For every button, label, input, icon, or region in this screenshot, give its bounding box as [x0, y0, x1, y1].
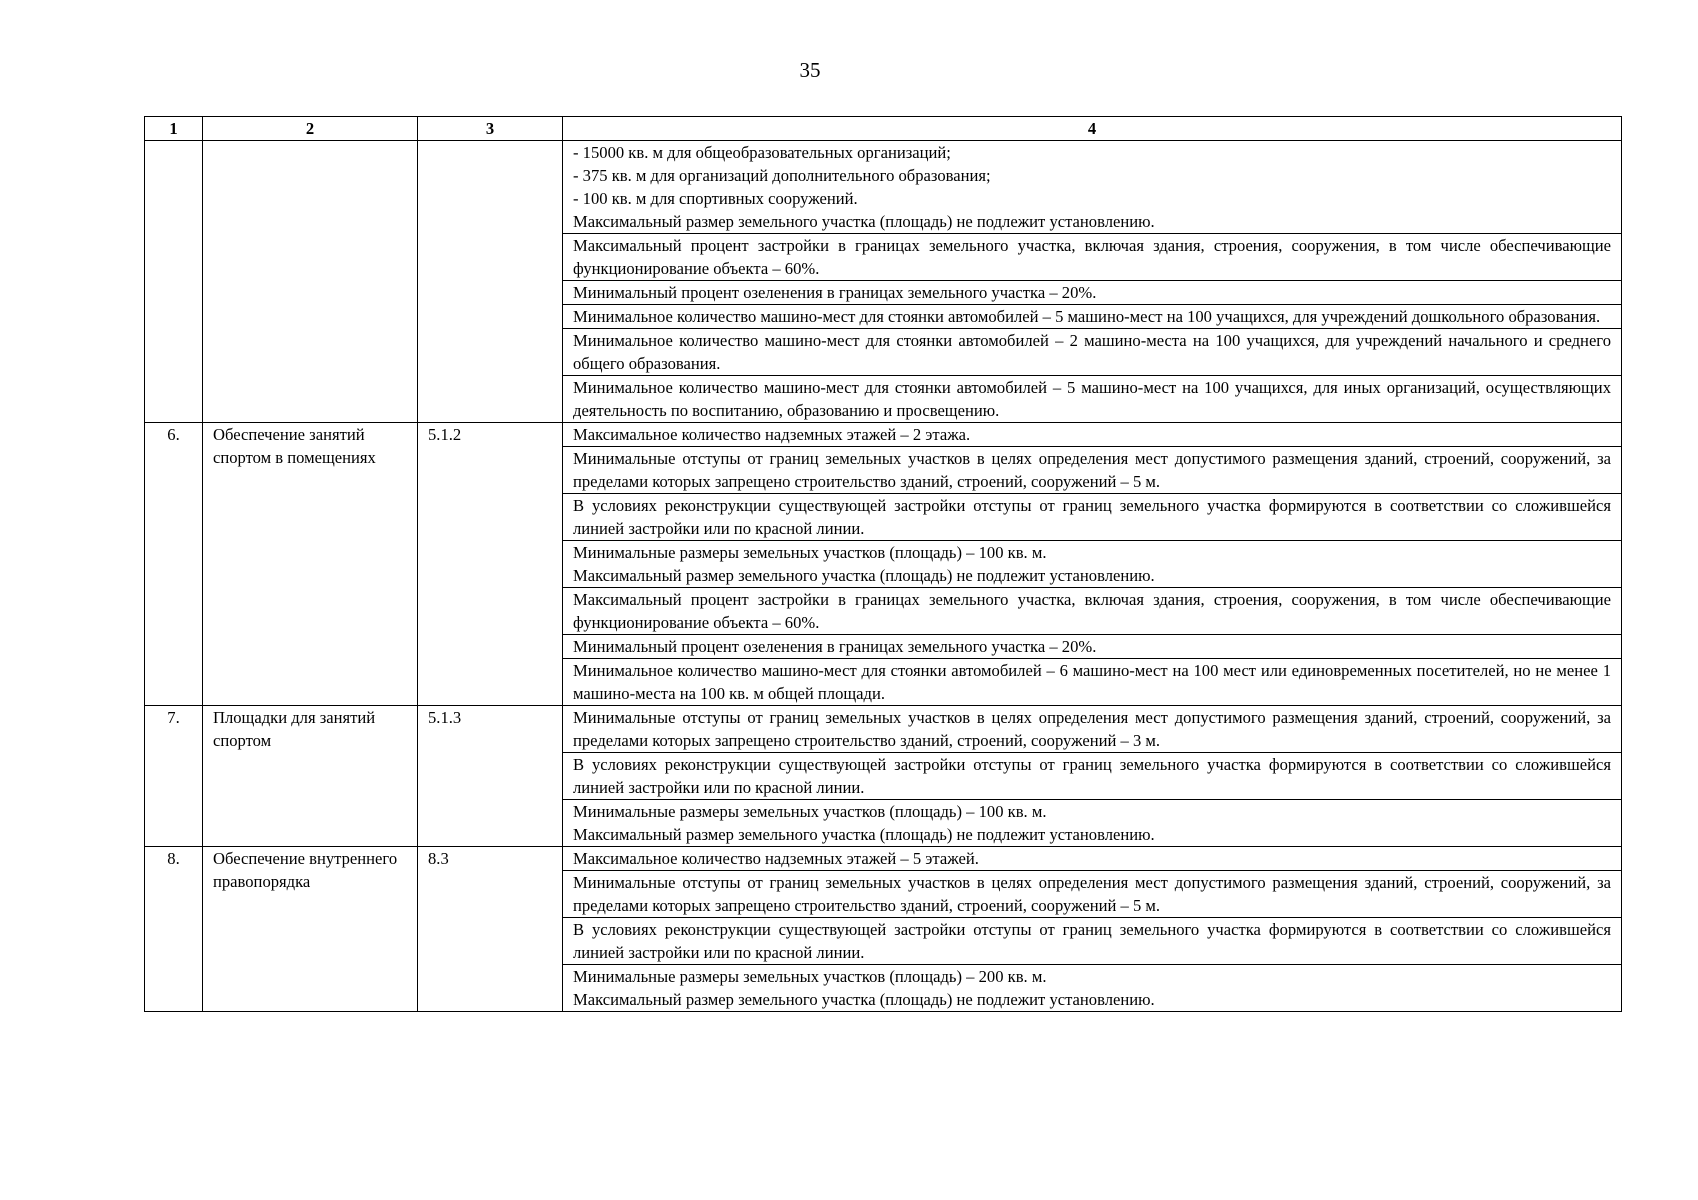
parameter-text: Максимальный размер земельного участка (площадь) не подлежит установлению.: [573, 566, 1155, 585]
parameter-text: Максимальный размер земельного участка (площадь) не подлежит установлению.: [573, 212, 1155, 231]
parameter-text: Минимальные размеры земельных участков (площадь) – 100 кв. м.: [573, 543, 1047, 562]
parameter-cell: [563, 659, 1622, 706]
parameter-text: В условиях реконструкции существующей застройки отступы от границ земельного участка формируются в соответствии со сложившейся линией застройки или по красной линии.: [573, 920, 1611, 962]
parameter-text: Максимальный процент застройки в границах земельного участка, включая здания, строения, сооружения, в том числе обеспечивающие функционирование объекта – 60%.: [573, 590, 1611, 632]
parameter-text: Максимальный размер земельного участка (площадь) не подлежит установлению.: [573, 990, 1155, 1009]
parameter-cell: [563, 965, 1622, 1012]
row-number: 7.: [145, 706, 203, 847]
parameter-text: Минимальные отступы от границ земельных участков в целях определения мест допустимого размещения зданий, строений, сооружений, за пределами которых запрещено строительство зданий, строений, сооружений – 5 м.: [573, 449, 1611, 491]
parameter-cell: [563, 494, 1622, 541]
parameter-cell: [563, 706, 1622, 753]
parameter-cell: [563, 447, 1622, 494]
table-row: [145, 706, 1622, 753]
parameter-text: Минимальные размеры земельных участков (площадь) – 200 кв. м.: [573, 967, 1047, 986]
parameter-cell: [563, 141, 1622, 234]
parameter-cell: [563, 376, 1622, 423]
header-col-4: 4: [563, 117, 1622, 141]
parameter-text: Максимальное количество надземных этажей – 2 этажа.: [573, 425, 971, 444]
parameter-cell: [563, 918, 1622, 965]
header-col-3: 3: [418, 117, 563, 141]
parameter-text: Минимальное количество машино-мест для стоянки автомобилей – 6 машино-мест на 100 мест или единовременных посетителей, но не менее 1 машино-места на 100 кв. м общей площади.: [573, 661, 1611, 703]
parameter-text: - 100 кв. м для спортивных сооружений.: [573, 189, 858, 208]
use-type-name: Площадки для занятий спортом: [203, 706, 418, 847]
parameter-cell: [563, 329, 1622, 376]
parameter-cell: [563, 753, 1622, 800]
parameter-text: - 375 кв. м для организаций дополнительного образования;: [573, 166, 991, 185]
parameter-text: Максимальное количество надземных этажей – 5 этажей.: [573, 849, 979, 868]
header-col-2: 2: [203, 117, 418, 141]
parameter-cell: [563, 234, 1622, 281]
parameter-text: Максимальный размер земельного участка (площадь) не подлежит установлению.: [573, 825, 1155, 844]
parameter-text: Минимальное количество машино-мест для стоянки автомобилей – 2 машино-места на 100 учащихся, для учреждений начального и среднего общего образования.: [573, 331, 1611, 373]
use-type-name: [203, 141, 418, 423]
row-number: 6.: [145, 423, 203, 706]
header-row: [145, 117, 1622, 141]
table-row: [145, 423, 1622, 447]
parameter-text: Минимальные отступы от границ земельных участков в целях определения мест допустимого размещения зданий, строений, сооружений, за пределами которых запрещено строительство зданий, строений, сооружений – 3 м.: [573, 708, 1611, 750]
parameter-cell: [563, 423, 1622, 447]
parameter-text: Минимальные отступы от границ земельных участков в целях определения мест допустимого размещения зданий, строений, сооружений, за пределами которых запрещено строительство зданий, строений, сооружений – 5 м.: [573, 873, 1611, 915]
table-body: [145, 141, 1622, 1012]
parameter-cell: [563, 281, 1622, 305]
parameter-text: В условиях реконструкции существующей застройки отступы от границ земельного участка формируются в соответствии со сложившейся линией застройки или по красной линии.: [573, 755, 1611, 797]
parameter-cell: [563, 305, 1622, 329]
table-row: [145, 141, 1622, 234]
parameter-text: Минимальное количество машино-мест для стоянки автомобилей – 5 машино-мест на 100 учащихся, для иных организаций, осуществляющих деятельность по воспитанию, образованию и просвещению.: [573, 378, 1611, 420]
parameter-cell: [563, 847, 1622, 871]
parameter-cell: [563, 800, 1622, 847]
parameter-text: Максимальный процент застройки в границах земельного участка, включая здания, строения, сооружения, в том числе обеспечивающие функционирование объекта – 60%.: [573, 236, 1611, 278]
use-type-code: 5.1.2: [418, 423, 563, 706]
regulations-table: [144, 116, 1622, 1012]
use-type-code: 8.3: [418, 847, 563, 1012]
use-type-code: 5.1.3: [418, 706, 563, 847]
use-type-code: [418, 141, 563, 423]
parameter-cell: [563, 871, 1622, 918]
parameter-text: В условиях реконструкции существующей застройки отступы от границ земельного участка формируются в соответствии со сложившейся линией застройки или по красной линии.: [573, 496, 1611, 538]
parameter-text: Минимальное количество машино-мест для стоянки автомобилей – 5 машино-мест на 100 учащихся, для учреждений дошкольного образования.: [573, 307, 1601, 326]
parameter-text: Минимальный процент озеленения в границах земельного участка – 20%.: [573, 637, 1097, 656]
parameter-text: Минимальные размеры земельных участков (площадь) – 100 кв. м.: [573, 802, 1047, 821]
header-col-1: 1: [145, 117, 203, 141]
table-row: [145, 847, 1622, 871]
parameter-cell: [563, 635, 1622, 659]
page-number: 35: [799, 58, 821, 82]
row-number: 8.: [145, 847, 203, 1012]
use-type-name: Обеспечение внутреннего правопорядка: [203, 847, 418, 1012]
row-number: [145, 141, 203, 423]
parameter-cell: [563, 541, 1622, 588]
parameter-text: - 15000 кв. м для общеобразовательных организаций;: [573, 143, 951, 162]
use-type-name: Обеспечение занятий спортом в помещениях: [203, 423, 418, 706]
parameter-text: Минимальный процент озеленения в границах земельного участка – 20%.: [573, 283, 1097, 302]
parameter-cell: [563, 588, 1622, 635]
